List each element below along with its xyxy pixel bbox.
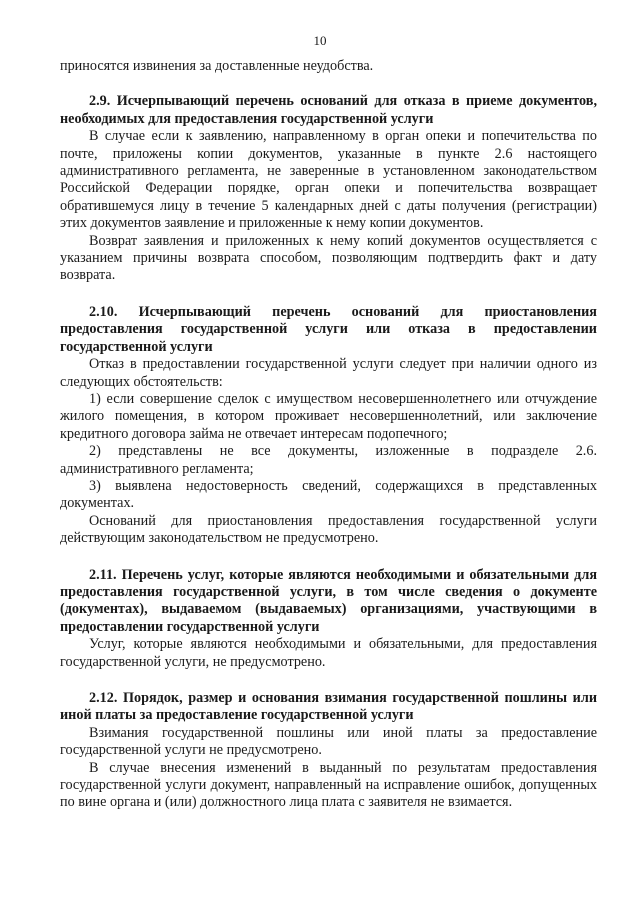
section-paragraph: В случае если к заявлению, направленному в орган опеки и попечительства по почте, приложены копии документов, указанные в пункте 2.6 настоящего административного регламента, не заверенные в установленном законодательством Российской Федерации порядке, орган опеки и попечительства возвращает обратившемуся лицу в течение 5 календарных дней с даты получения (регистрации) этих документов заявление и приложенные к нему копии документов. [60,128,597,232]
section-paragraph: В случае внесения изменений в выданный по результатам предоставления государственной услуги документ, направленный на исправление ошибок, допущенных по вине органа и (или) должностного лица плата с заявителя не взимается. [60,759,597,811]
section-heading: 2.9. Исчерпывающий перечень оснований для отказа в приеме документов, необходимых для предоставления государственной услуги [60,93,597,127]
section-2-9 [60,93,597,284]
spacer [60,285,597,304]
section-2-10 [60,304,597,548]
section-heading: 2.10. Исчерпывающий перечень оснований для приостановления предоставления государственной услуги или отказа в предоставлении государственной услуги [60,303,597,355]
section-2-12 [60,690,597,812]
spacer [60,671,597,690]
list-item: 1) если совершение сделок с имуществом несовершеннолетнего или отчуждение жилого помещения, в котором проживает несовершеннолетний, или заключение кредитного договора займа не отвечает интересам подопечного; [60,390,597,442]
section-paragraph: Взимания государственной пошлины или иной платы за предоставление государственной услуги не предусмотрено. [60,724,597,759]
spacer [60,548,597,567]
section-heading: 2.11. Перечень услуг, которые являются необходимыми и обязательными для предоставления государственной услуги, в том числе сведения о документе (документах), выдаваемом (выдаваемых) организациями, участвующими в предоставлении государственной услуги [60,566,597,635]
section-paragraph: Услуг, которые являются необходимыми и обязательными, для предоставления государственной услуги, не предусмотрено. [60,636,597,670]
section-heading: 2.12. Порядок, размер и основания взимания государственной пошлины или иной платы за предоставление государственной услуги [60,690,597,724]
section-paragraph: Оснований для приостановления предоставления государственной услуги действующим законодательством не предусмотрено. [60,512,597,547]
section-paragraph: Отказ в предоставлении государственной услуги следует при наличии одного из следующих обстоятельств: [60,356,597,390]
page-number: 10 [313,33,327,48]
section-2-11 [60,567,597,671]
list-item: 2) представлены не все документы, изложенные в подразделе 2.6. административного регламента; [60,443,597,477]
document-body [60,58,597,812]
section-paragraph: Возврат заявления и приложенных к нему копий документов осуществляется с указанием причины возврата способом, позволяющим подтвердить факт и дату возврата. [60,232,597,284]
list-item: 3) выявлена недостоверность сведений, содержащихся в представленных документах. [60,477,597,512]
lead-paragraph: приносятся извинения за доставленные неудобства. [60,58,374,74]
spacer [60,75,597,93]
